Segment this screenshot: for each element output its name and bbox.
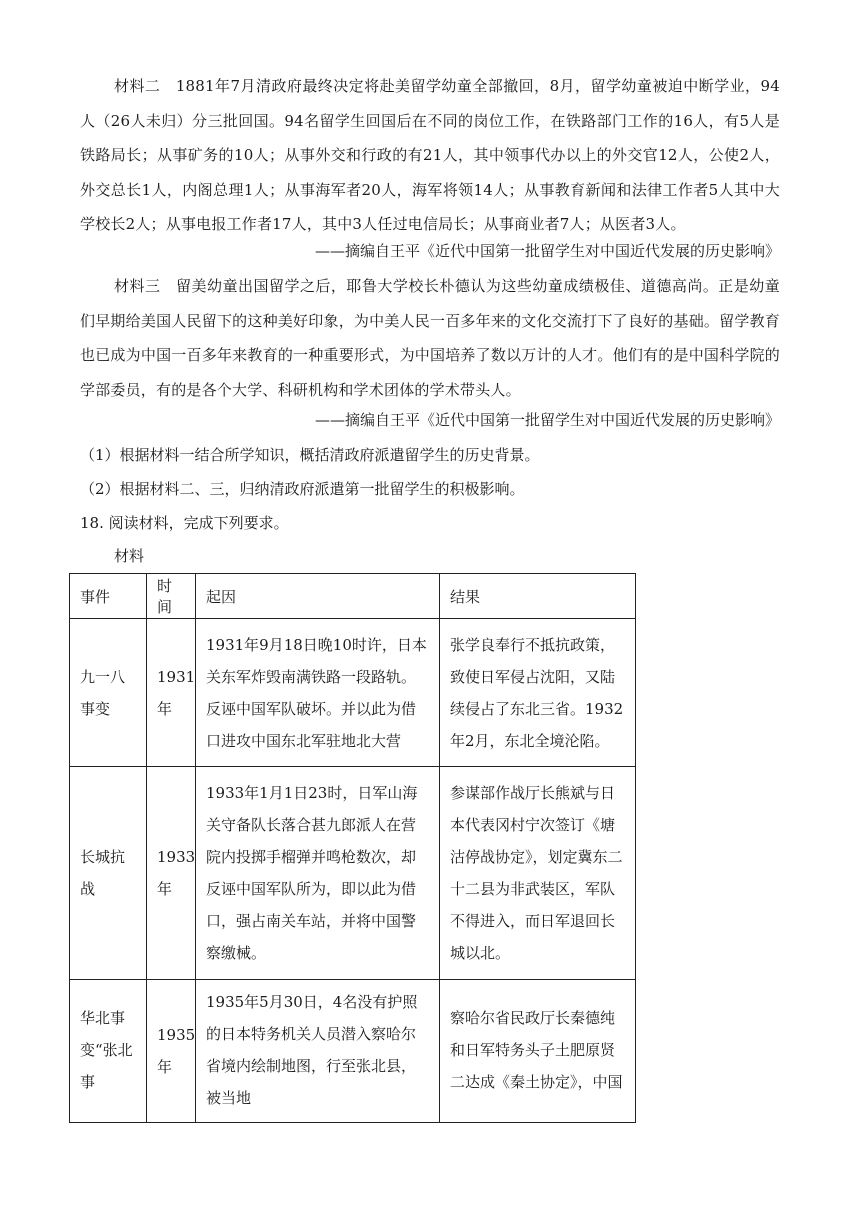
question-1: （1）根据材料一结合所学知识，概括清政府派遣留学生的历史背景。 — [80, 446, 540, 464]
material-3-source: ——摘编自王平《近代中国第一批留学生对中国近代发展的历史影响》 — [314, 411, 780, 429]
events-table — [69, 573, 636, 1123]
material-label: 材料 — [114, 547, 145, 565]
time-cell: 1935年 — [157, 1026, 196, 1076]
result-cell: 张学良奉行不抵抗政策，致使日军侵占沈阳，又陆续侵占了东北三省。1932年2月，东北全境沦陷。 — [450, 635, 624, 750]
header-result: 结果 — [440, 574, 636, 619]
header-time: 时间 — [147, 574, 196, 619]
cause-cell: 1933年1月1日23时，日军山海关守备队长落合甚九郎派人在营院内投掷手榴弹并鸣枪数次，却反诬中国军队所为，即以此为借口，强占南关车站，并将中国警察缴械。 — [206, 784, 418, 962]
cause-cell: 1931年9月18日晚10时许，日本关东军炸毁南满铁路一段路轨。反诬中国军队破坏。并以此为借口进攻中国东北军驻地北大营 — [206, 635, 427, 750]
table-row — [70, 980, 636, 1123]
result-cell: 察哈尔省民政厅长秦德纯和日军特务头子土肥原贤二达成《秦土协定》，中国 — [450, 1009, 623, 1091]
result-cell: 参谋部作战厅长熊斌与日本代表冈村宁次签订《塘沽停战协定》，划定冀东二十二县为非武装区，军队不得进入，而日军退回长城以北。 — [450, 784, 623, 962]
time-cell: 1931年 — [157, 667, 196, 718]
table-header-row — [70, 574, 636, 619]
event-cell: 九一八事变 — [80, 667, 126, 718]
question-18-title: 18. 阅读材料，完成下列要求。 — [80, 514, 289, 532]
header-event: 事件 — [70, 574, 147, 619]
material-3-paragraph: 材料三 留美幼童出国留学之后，耶鲁大学校长朴德认为这些幼童成绩极佳、道德高尚。正是幼童们早期给美国人民留下的这种美好印象，为中美人民一百多年来的文化交流打下了良好的基础。留学教育也已成为中国一百多年来教育的一种重要形式，为中国培养了数以万计的人才。他们有的是中国科学院的学部委员，有的是各个大学、科研机构和学术团体的学术带头人。 — [80, 277, 780, 399]
table-row — [70, 619, 636, 767]
header-cause: 起因 — [196, 574, 440, 619]
table-row — [70, 767, 636, 980]
time-cell: 1933年 — [157, 848, 196, 898]
question-2: （2）根据材料二、三，归纳清政府派遣第一批留学生的积极影响。 — [80, 480, 525, 498]
event-cell: 华北事变“张北事 — [80, 1009, 133, 1091]
material-2-paragraph: 材料二 1881年7月清政府最终决定将赴美留学幼童全部撤回，8月，留学幼童被迫中断学业，94人（26人未归）分三批回国。94名留学生回国后在不同的岗位工作，在铁路部门工作的16人，有5人是铁路局长；从事矿务的10人；从事外交和行政的有21人，其中领事代办以上的外交官12人，公使2人，外交总长1人，内阁总理1人；从事海军者20人，海军将领14人；从事教育新闻和法律工作者5人其中大学校长2人；从事电报工作者17人，其中3人任过电信局长；从事商业者7人；从医者3人。 — [80, 77, 780, 233]
material-2-source: ——摘编自王平《近代中国第一批留学生对中国近代发展的历史影响》 — [314, 242, 780, 260]
event-cell: 长城抗战 — [80, 848, 126, 898]
cause-cell: 1935年5月30日，4名没有护照的日本特务机关人员潜入察哈尔省境内绘制地图，行至张北县，被当地 — [206, 993, 418, 1107]
